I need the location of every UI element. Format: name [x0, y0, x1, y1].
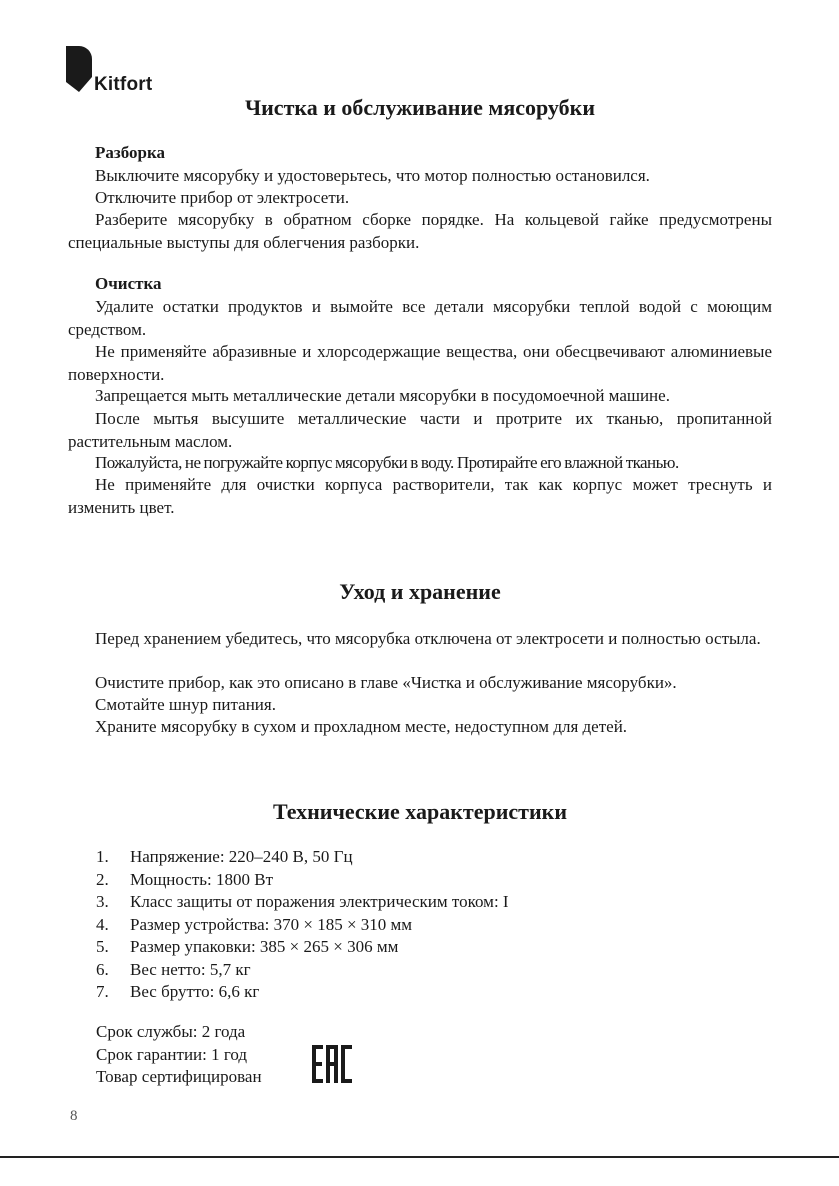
- list-item-number: 1.: [96, 847, 109, 866]
- list-item-text: Размер упаковки: 385 × 265 × 306 мм: [130, 937, 399, 956]
- list-item-number: 2.: [96, 869, 109, 889]
- washing-paragraph: Запрещается мыть металлические детали мясорубки в посудомоечной машине.: [95, 386, 670, 405]
- list-item: [96, 869, 509, 892]
- list-item: [96, 891, 509, 914]
- disassembly-paragraph: Разберите мясорубку в обратном сборке порядке. На кольцевой гайке предусмотрены специальные выступы для облегчения разборки.: [68, 210, 772, 252]
- washing-heading: Очистка: [95, 274, 162, 293]
- logo-text: Kitfort: [94, 74, 153, 95]
- kitfort-logo: [66, 46, 176, 98]
- storage-paragraph: Перед хранением убедитесь, что мясорубка отключена от электросети и полностью остыла.: [95, 629, 761, 648]
- list-item: [96, 914, 509, 937]
- disassembly-paragraph: Отключите прибор от электросети.: [95, 188, 350, 207]
- washing-paragraph: Не применяйте абразивные и хлорсодержащие вещества, они обесцвечивают алюминиевые поверхности.: [68, 342, 772, 384]
- list-item-number: 6.: [96, 959, 109, 979]
- list-item-text: Мощность: 1800 Вт: [130, 869, 274, 889]
- storage-paragraph: Смотайте шнур питания.: [95, 695, 276, 714]
- storage-title: Уход и хранение: [339, 579, 501, 604]
- page-bottom-divider: [0, 1156, 839, 1158]
- washing-paragraph: Удалите остатки продуктов и вымойте все детали мясорубки теплой водой с моющим средством.: [68, 297, 772, 339]
- eac-mark-icon: [311, 1043, 353, 1085]
- kitfort-logo-mark-icon: [66, 46, 92, 92]
- warranty-period: Срок гарантии: 1 год: [96, 1044, 248, 1064]
- storage-paragraph: Очистите прибор, как это описано в главе «Чистка и обслуживание мясорубки».: [95, 673, 677, 692]
- storage-paragraph: Храните мясорубку в сухом и прохладном месте, недоступном для детей.: [95, 717, 628, 736]
- list-item-text: Класс защиты от поражения электрическим током: I: [130, 892, 509, 911]
- list-item-text: Размер устройства: 370 × 185 × 310 мм: [130, 914, 413, 934]
- cleaning-title: Чистка и обслуживание мясорубки: [244, 95, 595, 120]
- list-item-number: 3.: [96, 892, 109, 911]
- list-item: [96, 846, 509, 869]
- certification-note: Товар сертифицирован: [96, 1067, 262, 1086]
- list-item-number: 5.: [96, 937, 109, 956]
- list-item: [96, 981, 509, 1004]
- page-number: 8: [70, 1108, 78, 1124]
- disassembly-heading: Разборка: [95, 143, 165, 162]
- list-item-text: Вес нетто: 5,7 кг: [130, 959, 251, 979]
- list-item-text: Напряжение: 220–240 В, 50 Гц: [130, 847, 353, 866]
- list-item-number: 4.: [96, 914, 109, 934]
- list-item-number: 7.: [96, 982, 109, 1001]
- specs-list: [96, 846, 509, 1004]
- list-item: [96, 936, 509, 959]
- service-life: Срок службы: 2 года: [96, 1022, 246, 1041]
- washing-paragraph: Не применяйте для очистки корпуса растворители, так как корпус может треснуть и изменить цвет.: [68, 475, 772, 517]
- washing-paragraph: Пожалуйста, не погружайте корпус мясорубки в воду. Протирайте его влажной тканью.: [95, 453, 679, 472]
- list-item: [96, 959, 509, 982]
- disassembly-paragraph: Выключите мясорубку и удостоверьтесь, что мотор полностью остановился.: [95, 166, 650, 185]
- list-item-text: Вес брутто: 6,6 кг: [130, 982, 260, 1001]
- service-info: [96, 1021, 262, 1089]
- washing-paragraph: После мытья высушите металлические части и протрите их тканью, пропитанной растительным маслом.: [68, 409, 772, 451]
- specs-title: Технические характеристики: [272, 799, 568, 824]
